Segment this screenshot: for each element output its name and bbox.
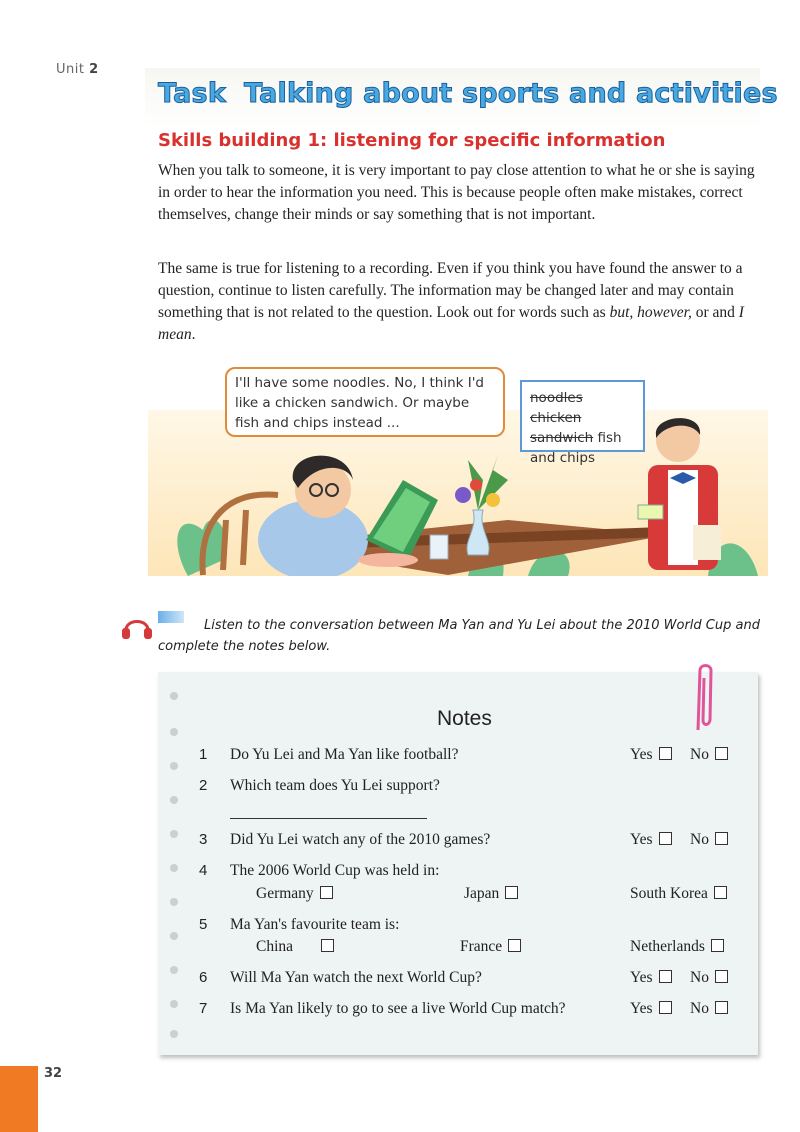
no-checkbox[interactable] xyxy=(715,970,728,983)
no-checkbox[interactable] xyxy=(715,1001,728,1014)
customer-speech-bubble: I'll have some noodles. No, I think I'd like a chicken sandwich. Or maybe fish and chips instead ... xyxy=(225,367,505,437)
binder-hole xyxy=(170,864,178,872)
france-checkbox[interactable] xyxy=(508,939,521,952)
struck-order: noodles chicken sandwich xyxy=(530,390,594,446)
headphones-icon xyxy=(120,612,154,642)
skills-heading: Skills building 1: listening for specific information xyxy=(158,130,666,151)
option-japan: Japan xyxy=(464,885,518,903)
binder-hole xyxy=(170,762,178,770)
unit-label: Unit 2 xyxy=(56,62,99,77)
waiter-note-bubble xyxy=(520,380,645,466)
binder-hole xyxy=(170,1000,178,1008)
yes-option: Yes xyxy=(630,746,672,764)
page-title xyxy=(158,78,778,109)
netherlands-checkbox[interactable] xyxy=(711,939,724,952)
intro-paragraph-2: The same is true for listening to a recording. Even if you think you have found the answer to a question, continue to listen carefully. The information may be changed later and may contain something that is not related to the question. Look out for words such as but, however, or and I mean. xyxy=(158,260,744,343)
notes-title: Notes xyxy=(437,707,492,730)
option-germany: Germany xyxy=(256,885,333,903)
no-checkbox[interactable] xyxy=(715,747,728,760)
binder-hole xyxy=(170,966,178,974)
yes-option: Yes xyxy=(630,969,672,987)
binder-hole xyxy=(170,898,178,906)
binder-hole xyxy=(170,830,178,838)
no-option: No xyxy=(690,831,728,849)
page-number: 32 xyxy=(44,1066,63,1081)
title-main: Talking about sports and activities xyxy=(243,78,778,109)
binder-hole xyxy=(170,692,178,700)
south-korea-checkbox[interactable] xyxy=(714,886,727,899)
yes-checkbox[interactable] xyxy=(659,832,672,845)
yes-option: Yes xyxy=(630,831,672,849)
listening-instruction: Listen to the conversation between Ma Yan and Yu Lei about the 2010 World Cup and complete the notes below. xyxy=(158,618,760,654)
germany-checkbox[interactable] xyxy=(320,886,333,899)
yes-checkbox[interactable] xyxy=(659,747,672,760)
paper-clip-icon xyxy=(690,660,730,740)
option-china: China xyxy=(256,938,334,956)
option-france: France xyxy=(460,938,521,956)
option-south-korea: South Korea xyxy=(630,885,727,903)
no-option: No xyxy=(690,1000,728,1018)
no-checkbox[interactable] xyxy=(715,832,728,845)
final-order: fish and chips xyxy=(530,430,622,466)
page-corner-tab xyxy=(0,1066,38,1132)
no-option: No xyxy=(690,969,728,987)
answer-line[interactable] xyxy=(230,818,427,819)
china-checkbox[interactable] xyxy=(321,939,334,952)
title-task: Task xyxy=(158,78,226,109)
option-netherlands: Netherlands xyxy=(630,938,724,956)
yes-checkbox[interactable] xyxy=(659,1001,672,1014)
yes-option: Yes xyxy=(630,1000,672,1018)
binder-hole xyxy=(170,932,178,940)
intro-paragraph-1: When you talk to someone, it is very important to pay close attention to what he or she is saying in order to hear the information you need. This is because people often make mistakes, correct themselves, change their minds or say something that is not important. xyxy=(158,162,755,223)
yes-checkbox[interactable] xyxy=(659,970,672,983)
no-option: No xyxy=(690,746,728,764)
japan-checkbox[interactable] xyxy=(505,886,518,899)
binder-hole xyxy=(170,1030,178,1038)
binder-hole xyxy=(170,796,178,804)
binder-hole xyxy=(170,728,178,736)
